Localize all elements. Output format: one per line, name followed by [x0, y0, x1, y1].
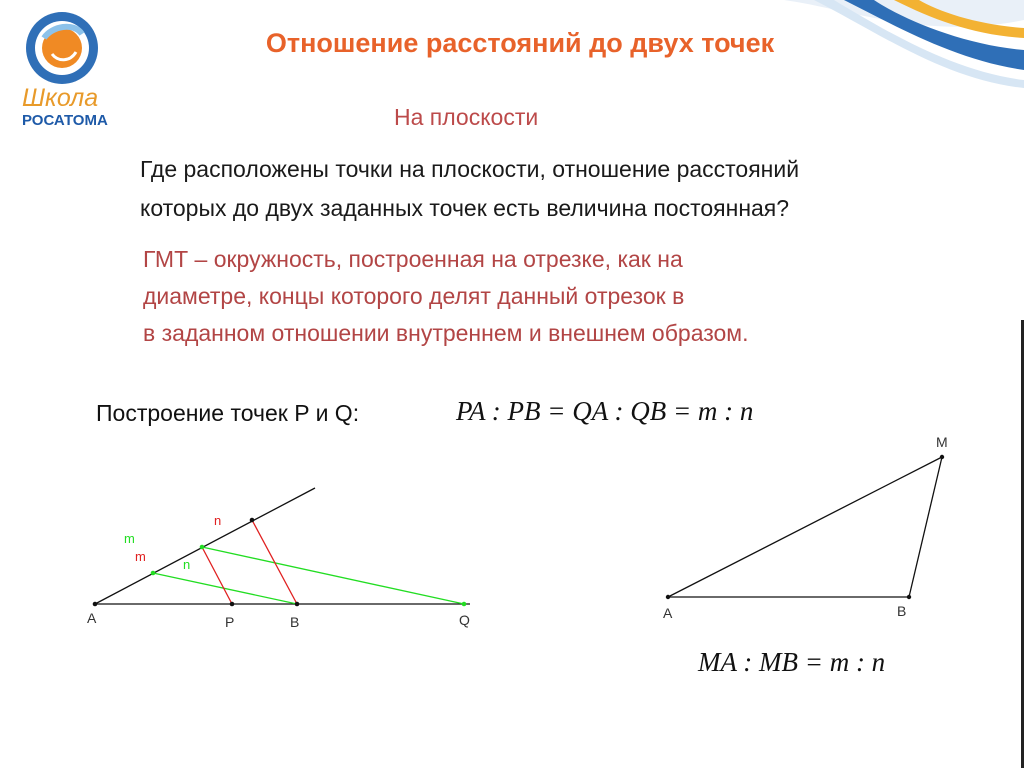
vertex-b — [907, 595, 911, 599]
ratio-formula: PA : PB = QA : QB = m : n — [456, 396, 754, 426]
green-line — [202, 547, 464, 604]
point-a — [93, 602, 98, 607]
answer-text — [143, 241, 749, 352]
side-am — [668, 457, 942, 597]
answer-line: в заданном отношении внутреннем и внешнем образом. — [143, 320, 749, 346]
logo-emblem — [22, 8, 102, 88]
section-subtitle: На плоскости — [394, 104, 539, 130]
label-n-green: n — [183, 557, 191, 572]
label-q: Q — [459, 612, 470, 628]
auxiliary-ray — [95, 488, 315, 604]
vertex-m — [940, 455, 944, 459]
construction-label: Построение точек P и Q: — [96, 400, 360, 426]
label-m: M — [936, 434, 948, 450]
red-line — [252, 520, 297, 604]
question-line: Где расположены точки на плоскости, отношение расстояний — [140, 156, 800, 182]
point-p — [230, 602, 235, 607]
point-mark — [250, 518, 255, 523]
label-a: A — [87, 610, 97, 626]
page-title: Отношение расстояний до двух точек — [265, 28, 775, 58]
answer-line: диаметре, концы которого делят данный отрезок в — [143, 283, 685, 309]
answer-line: ГМТ – окружность, построенная на отрезке, как на — [143, 246, 683, 272]
construction-figure — [0, 470, 520, 640]
red-line — [202, 547, 232, 604]
label-n-red: n — [214, 513, 222, 528]
triangle-figure — [640, 430, 970, 630]
label-b: B — [290, 614, 300, 630]
question-line: которых до двух заданных точек есть величина постоянная? — [140, 195, 790, 221]
label-m-red: m — [135, 549, 146, 564]
green-line — [153, 573, 297, 604]
point-mark — [200, 545, 205, 550]
logo-subtitle: РОСАТОМА — [22, 112, 108, 129]
point-b — [295, 602, 300, 607]
question-text — [140, 150, 799, 228]
point-mark — [151, 571, 156, 576]
label-a: A — [663, 605, 673, 621]
triangle-ratio-formula: MA : MB = m : n — [698, 647, 886, 677]
label-b: B — [897, 603, 907, 619]
label-p: P — [225, 614, 235, 630]
side-mb — [909, 457, 942, 597]
logo-wordmark: Школа — [22, 84, 99, 112]
label-m-green: m — [124, 531, 135, 546]
point-q — [462, 602, 467, 607]
vertex-a — [666, 595, 670, 599]
